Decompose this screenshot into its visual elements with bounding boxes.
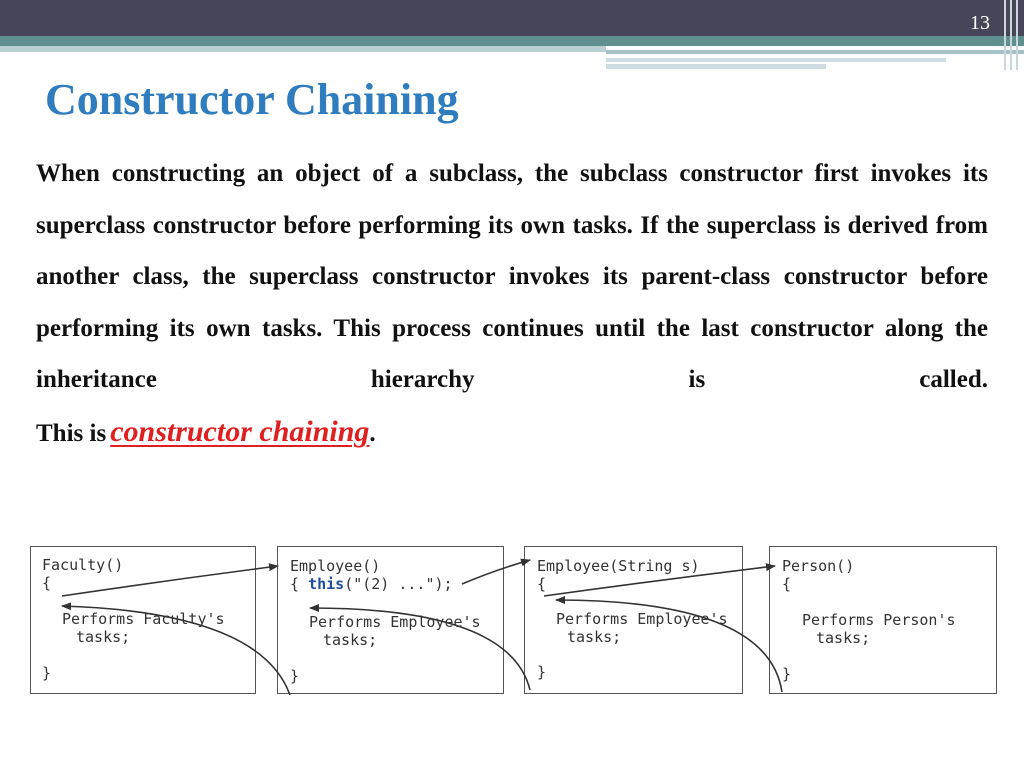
header-stripe <box>606 64 826 69</box>
slide-title: Constructor Chaining <box>45 75 459 124</box>
code-body: tasks; <box>567 628 622 646</box>
faculty-constructor-box <box>30 546 256 694</box>
header-bar <box>0 0 1024 36</box>
code-body: tasks; <box>76 628 131 646</box>
header-accent-bar <box>0 36 1024 46</box>
employee-constructor-box <box>277 546 504 694</box>
code-body: Performs Employee's <box>309 613 481 631</box>
code-open-brace: { <box>782 575 792 593</box>
person-constructor-box <box>769 546 997 694</box>
employee-string-constructor-box <box>524 546 743 694</box>
code-close-brace: } <box>290 667 300 685</box>
code-body: tasks; <box>323 631 378 649</box>
code-body: tasks; <box>816 629 871 647</box>
code-close-brace: } <box>537 663 547 681</box>
definition-prefix: This is <box>36 420 107 447</box>
code-open-brace: { <box>42 574 52 592</box>
code-body: Performs Person's <box>802 611 956 629</box>
definition-suffix: . <box>369 420 376 447</box>
code-call-args: ("(2) ..."); <box>344 575 453 593</box>
this-keyword: this <box>308 575 345 593</box>
header-divider <box>1016 0 1018 70</box>
code-close-brace: } <box>782 665 792 683</box>
code-header: Faculty() <box>42 556 124 574</box>
header-divider <box>1004 0 1006 70</box>
code-open-brace: { <box>537 575 547 593</box>
header-stripe <box>606 58 946 62</box>
code-body: Performs Employee's <box>556 610 728 628</box>
code-header: Employee(String s) <box>537 557 700 575</box>
code-open-brace: { <box>290 575 309 593</box>
code-header: Employee() <box>290 557 381 575</box>
slide-number: 13 <box>970 12 990 34</box>
header-stripe <box>0 46 606 52</box>
constructor-chaining-term: constructor chaining <box>110 415 370 448</box>
header-divider <box>1010 0 1012 70</box>
code-body: Performs Faculty's <box>62 610 225 628</box>
body-paragraph: When constructing an object of a subclass, the subclass constructor first invokes its superclass constructor before performing its own tasks. If the superclass is derived from another class, the superclass constructor invokes its parent-class constructor before performing its own tasks. This process continues until the last constructor along the inheritance hierarchy is called. <box>36 160 988 393</box>
code-header: Person() <box>782 557 855 575</box>
header-stripe <box>606 50 1024 54</box>
code-this-call <box>290 575 453 593</box>
code-close-brace: } <box>42 664 52 682</box>
chaining-definition <box>36 415 376 449</box>
